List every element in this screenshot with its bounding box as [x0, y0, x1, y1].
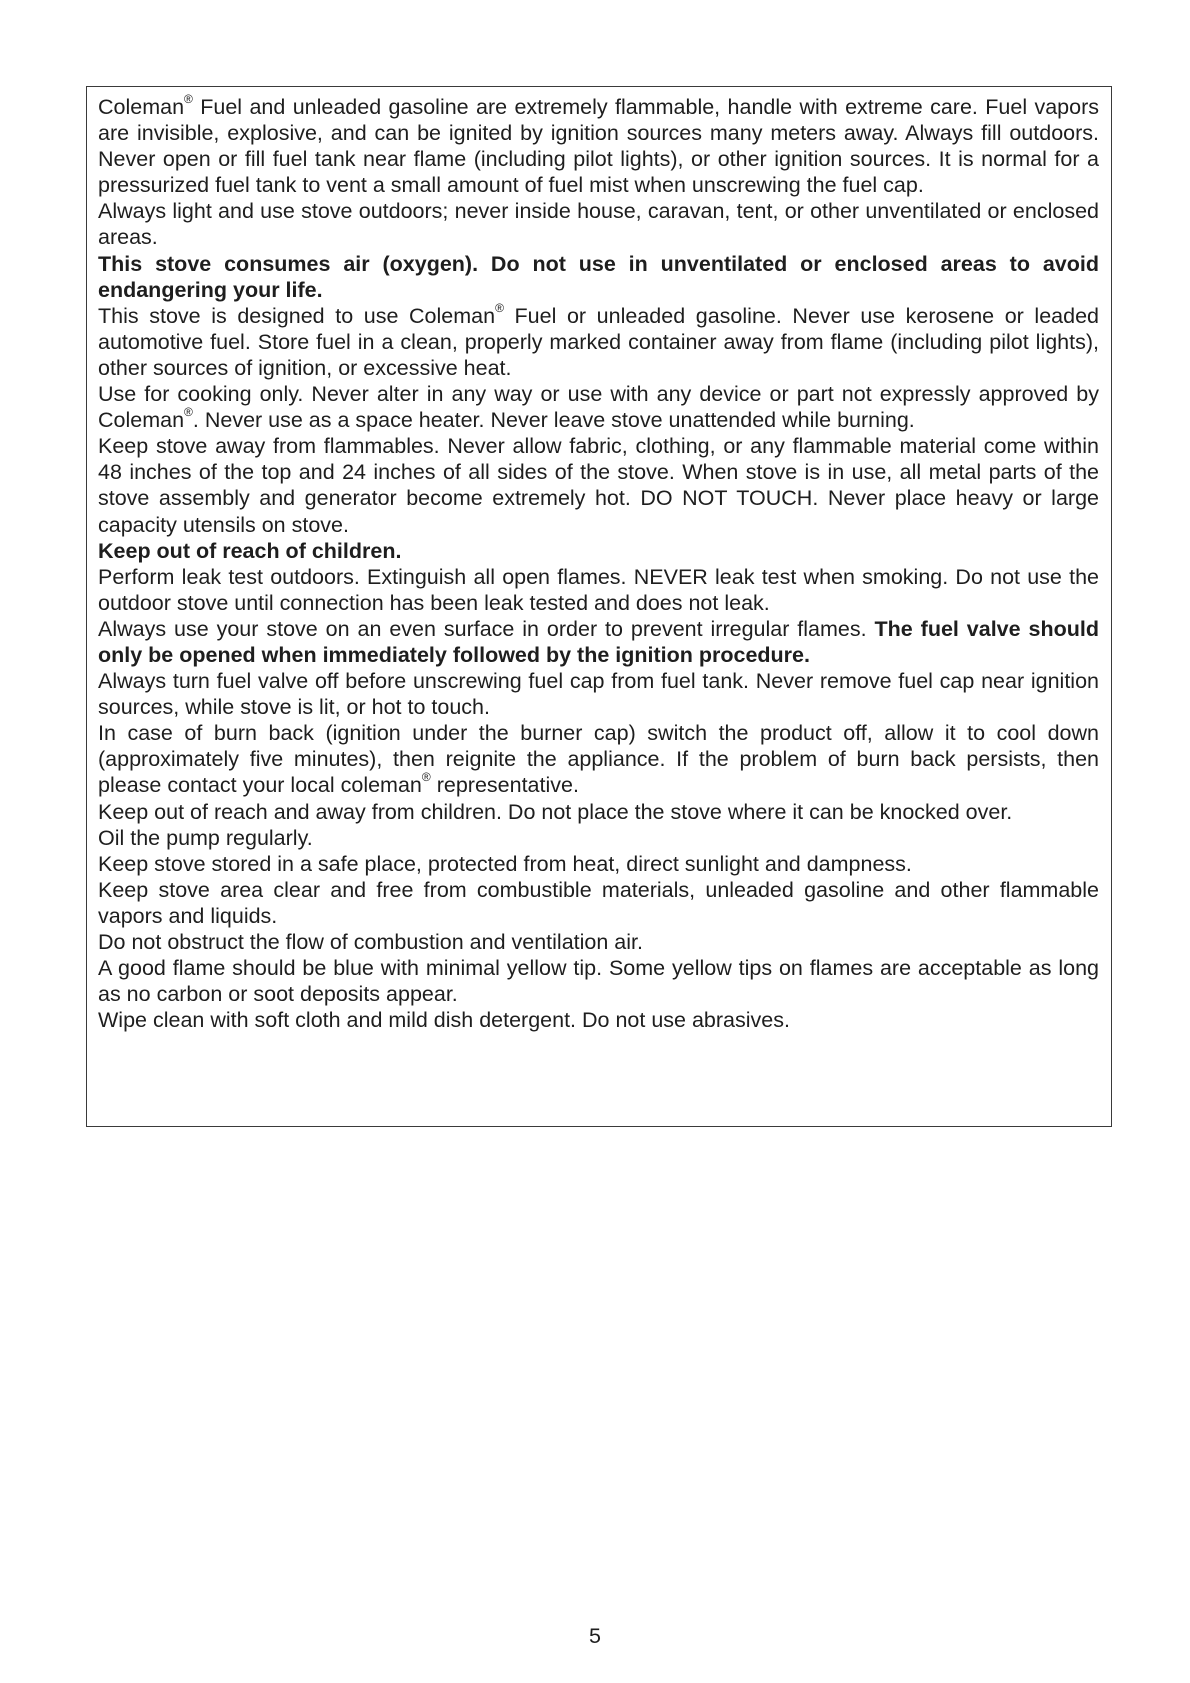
warning-fuel-valve: The fuel valve should only be opened when immediately followed by the ignition procedure.: [98, 616, 1099, 667]
registered-mark: ®: [421, 770, 431, 785]
warning-children: Keep out of reach of children.: [98, 538, 402, 563]
warning-text: In case of burn back (ignition under the burner cap) switch the product off, allow it to cool down (approximately five minutes), then reignite the appliance. If the problem of burn back persists, then please contact your local coleman: [98, 721, 1099, 798]
warning-burn-back: [98, 720, 1099, 798]
warning-text: Fuel or unleaded gasoline. Never use kerosene or leaded automotive fuel. Store fuel in a clean, properly marked container away from flame (including pilot lights), other sources of ignition, or excessive heat.: [98, 303, 1099, 380]
warning-text: Always use your stove on an even surface in order to prevent irregular flames.: [98, 616, 875, 641]
warning-text: Fuel and unleaded gasoline are extremely flammable, handle with extreme care. Fuel vapors are invisible, explosive, and can be ignited by ignition sources many meters away. Always fill outdoors. Never open or fill fuel tank near flame (including pilot lights), or other ignition sources. It is normal for a pressurized fuel tank to vent a small amount of fuel mist when unscrewing the fuel cap.: [98, 95, 1099, 198]
registered-mark: ®: [184, 405, 193, 420]
warning-knock-over: Keep out of reach and away from children. Do not place the stove where it can be knocked over.: [98, 799, 1013, 824]
registered-mark: ®: [495, 300, 504, 315]
warning-cooking-only: [98, 381, 1099, 433]
warning-text: This stove is designed to use Coleman: [98, 303, 496, 328]
warning-cleaning: Wipe clean with soft cloth and mild dish detergent. Do not use abrasives.: [98, 1008, 790, 1033]
warning-even-surface: [98, 616, 1099, 668]
warning-consumes-oxygen: This stove consumes air (oxygen). Do not use in unventilated or enclosed areas to avoid endangering your life.: [98, 251, 1099, 302]
warning-text: representative.: [430, 773, 579, 798]
warning-fuel-type: [98, 300, 1099, 381]
warning-fuel-cap: Always turn fuel valve off before unscrewing fuel cap from fuel tank. Never remove fuel cap near ignition sources, while stove is lit, or hot to touch.: [98, 669, 1099, 720]
warning-flammables-distance: Keep stove away from flammables. Never allow fabric, clothing, or any flammable material come within 48 inches of the top and 24 inches of all sides of the stove. When stove is in use, all metal parts of the stove assembly and generator become extremely hot. DO NOT TOUCH. Never place heavy or large capacity utensils on stove.: [98, 434, 1099, 537]
warning-text: Use for cooking only. Never alter in any way or use with any device or part not expressly approved by Coleman: [98, 382, 1099, 433]
warning-outdoor-use: Always light and use stove outdoors; never inside house, caravan, tent, or other unventilated or enclosed areas.: [98, 199, 1099, 250]
warning-text: . Never use as a space heater. Never leave stove unattended while burning.: [192, 408, 915, 433]
warning-area-clear: Keep stove area clear and free from combustible materials, unleaded gasoline and other flammable vapors and liquids.: [98, 877, 1099, 928]
warning-leak-test: Perform leak test outdoors. Extinguish all open flames. NEVER leak test when smoking. Do not use the outdoor stove until connection has been leak tested and does not leak.: [98, 564, 1099, 615]
warning-oil-pump: Oil the pump regularly.: [98, 825, 313, 850]
warning-flammable-fuel: [98, 94, 1099, 198]
brand-name: Coleman: [98, 95, 185, 119]
warning-flame-color: A good flame should be blue with minimal yellow tip. Some yellow tips on flames are acceptable as long as no carbon or soot deposits appear.: [98, 956, 1099, 1007]
warning-storage: Keep stove stored in a safe place, protected from heat, direct sunlight and dampness.: [98, 851, 912, 876]
registered-mark: ®: [184, 92, 193, 106]
page-number: 5: [589, 1624, 601, 1648]
warning-ventilation: Do not obstruct the flow of combustion and ventilation air.: [98, 930, 643, 954]
safety-warnings-box: [86, 86, 1112, 1127]
